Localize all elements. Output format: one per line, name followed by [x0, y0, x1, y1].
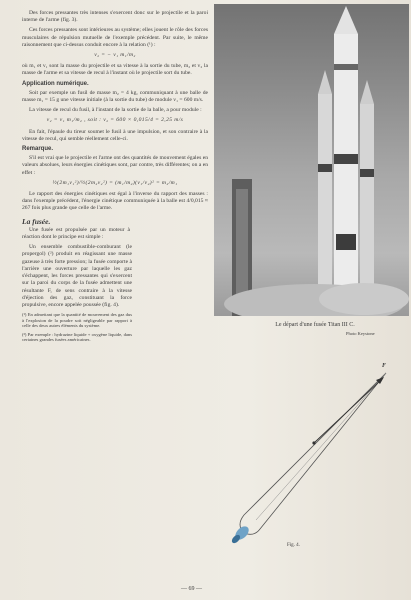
- paragraph: La vitesse de recul du fusil, à l'instant de la sortie de la balle, a pour module :: [29, 107, 202, 114]
- paragraph: Des forces pressantes très intenses s'exercent donc sur le projectile et la paroi interne de l'arme (fig. 3).: [22, 10, 208, 24]
- page-number: — 69 —: [181, 586, 202, 592]
- force-label: F: [382, 363, 387, 369]
- paragraph: Une fusée est propulsée par un moteur à réaction dont le principe est simple :: [22, 226, 130, 241]
- rocket-diagram: [214, 365, 404, 545]
- heading-fusee: La fusée.: [22, 216, 51, 226]
- footnote: (²) Par exemple : hydrazine liquide + oxygène liquide, dans certaines grandes fusées américaines.: [22, 331, 132, 343]
- paragraph: En fait, l'épaule du tireur soumet le fusil à une impulsion, et son contraire à la vitesse de recul, qui semble réellement celle-ci.: [22, 128, 208, 142]
- formula-numeric: v₂ = v₁ m₁/m₂ , soit : v₂ = 600 × 0,015/4 = 2,25 m/s: [46, 117, 184, 124]
- paragraph: Un ensemble combustible-comburant (le propergol) (²) produit en réagissant une masse gazeuse à très forte pression; la fusée comporte à l'arrière une ouverture par laquelle les gaz s'échappent, les forces pressantes qui s'exercent sur la paroi du corps de la fusée admettent une résultante F, de sens contraire à la vitesse d'éjection des gaz, constituant la force propulsive, encore appelée poussée (fig. 4).: [22, 244, 132, 308]
- footnote: (¹) En admettant que la quantité de mouvement des gaz dus à l'explosion de la poudre soit négligeable par rapport à celle des deux autres éléments du système.: [22, 312, 132, 329]
- paragraph: S'il est vrai que le projectile et l'arme ont des quantités de mouvement égales en valeurs absolues, leurs énergies cinétiques sont, par contre, très différentes; on a en effet :: [22, 155, 208, 176]
- rocket-photo: [214, 4, 409, 316]
- paragraph: où m₁ et v₁ sont la masse du projectile et sa vitesse à la sortie du tube, m₂ et v₂ la masse de l'arme et sa vitesse de recul à l'instant où le projectile sort du tube.: [22, 63, 208, 77]
- paragraph: Soit par exemple un fusil de masse m₂ = 4 kg, communiquant à une balle de masse m₁ = 15 g une vitesse initiale (à la sortie du tube) de module v₁ = 600 m/s.: [22, 89, 208, 104]
- text-column: [22, 10, 208, 346]
- paragraph: Ces forces pressantes sont intérieures au système; elles jouent le rôle des forces musculaires de répulsion mutuelle de l'exemple précédent. Par suite, le même raisonnement que ci-dessus conduit encore à la relation (¹) :: [22, 27, 208, 48]
- heading-application: Application numérique.: [22, 80, 89, 87]
- formula-energy: ½(2m₁v₁²)/½(2m₂v₂²) = (m₁/m₂)(v₁/v₂)² = m₂/m₁: [52, 179, 178, 186]
- figure-label: Fig. 4.: [287, 543, 300, 548]
- photo-credit: Photo Keystone: [346, 331, 375, 336]
- formula-recoil: v₂ = − v₁ m₁/m₂: [94, 52, 136, 59]
- heading-remarque: Remarque.: [22, 146, 54, 153]
- paragraph: Le rapport des énergies cinétiques est égal à l'inverse du rapport des masses : dans l'exemple précédent, l'énergie cinétique communiquée à la balle est 4/0,015 ≈ 267 fois plus grande que celle de l'arme.: [22, 191, 208, 212]
- photo-caption: Le départ d'une fusée Titan III C.: [275, 322, 355, 328]
